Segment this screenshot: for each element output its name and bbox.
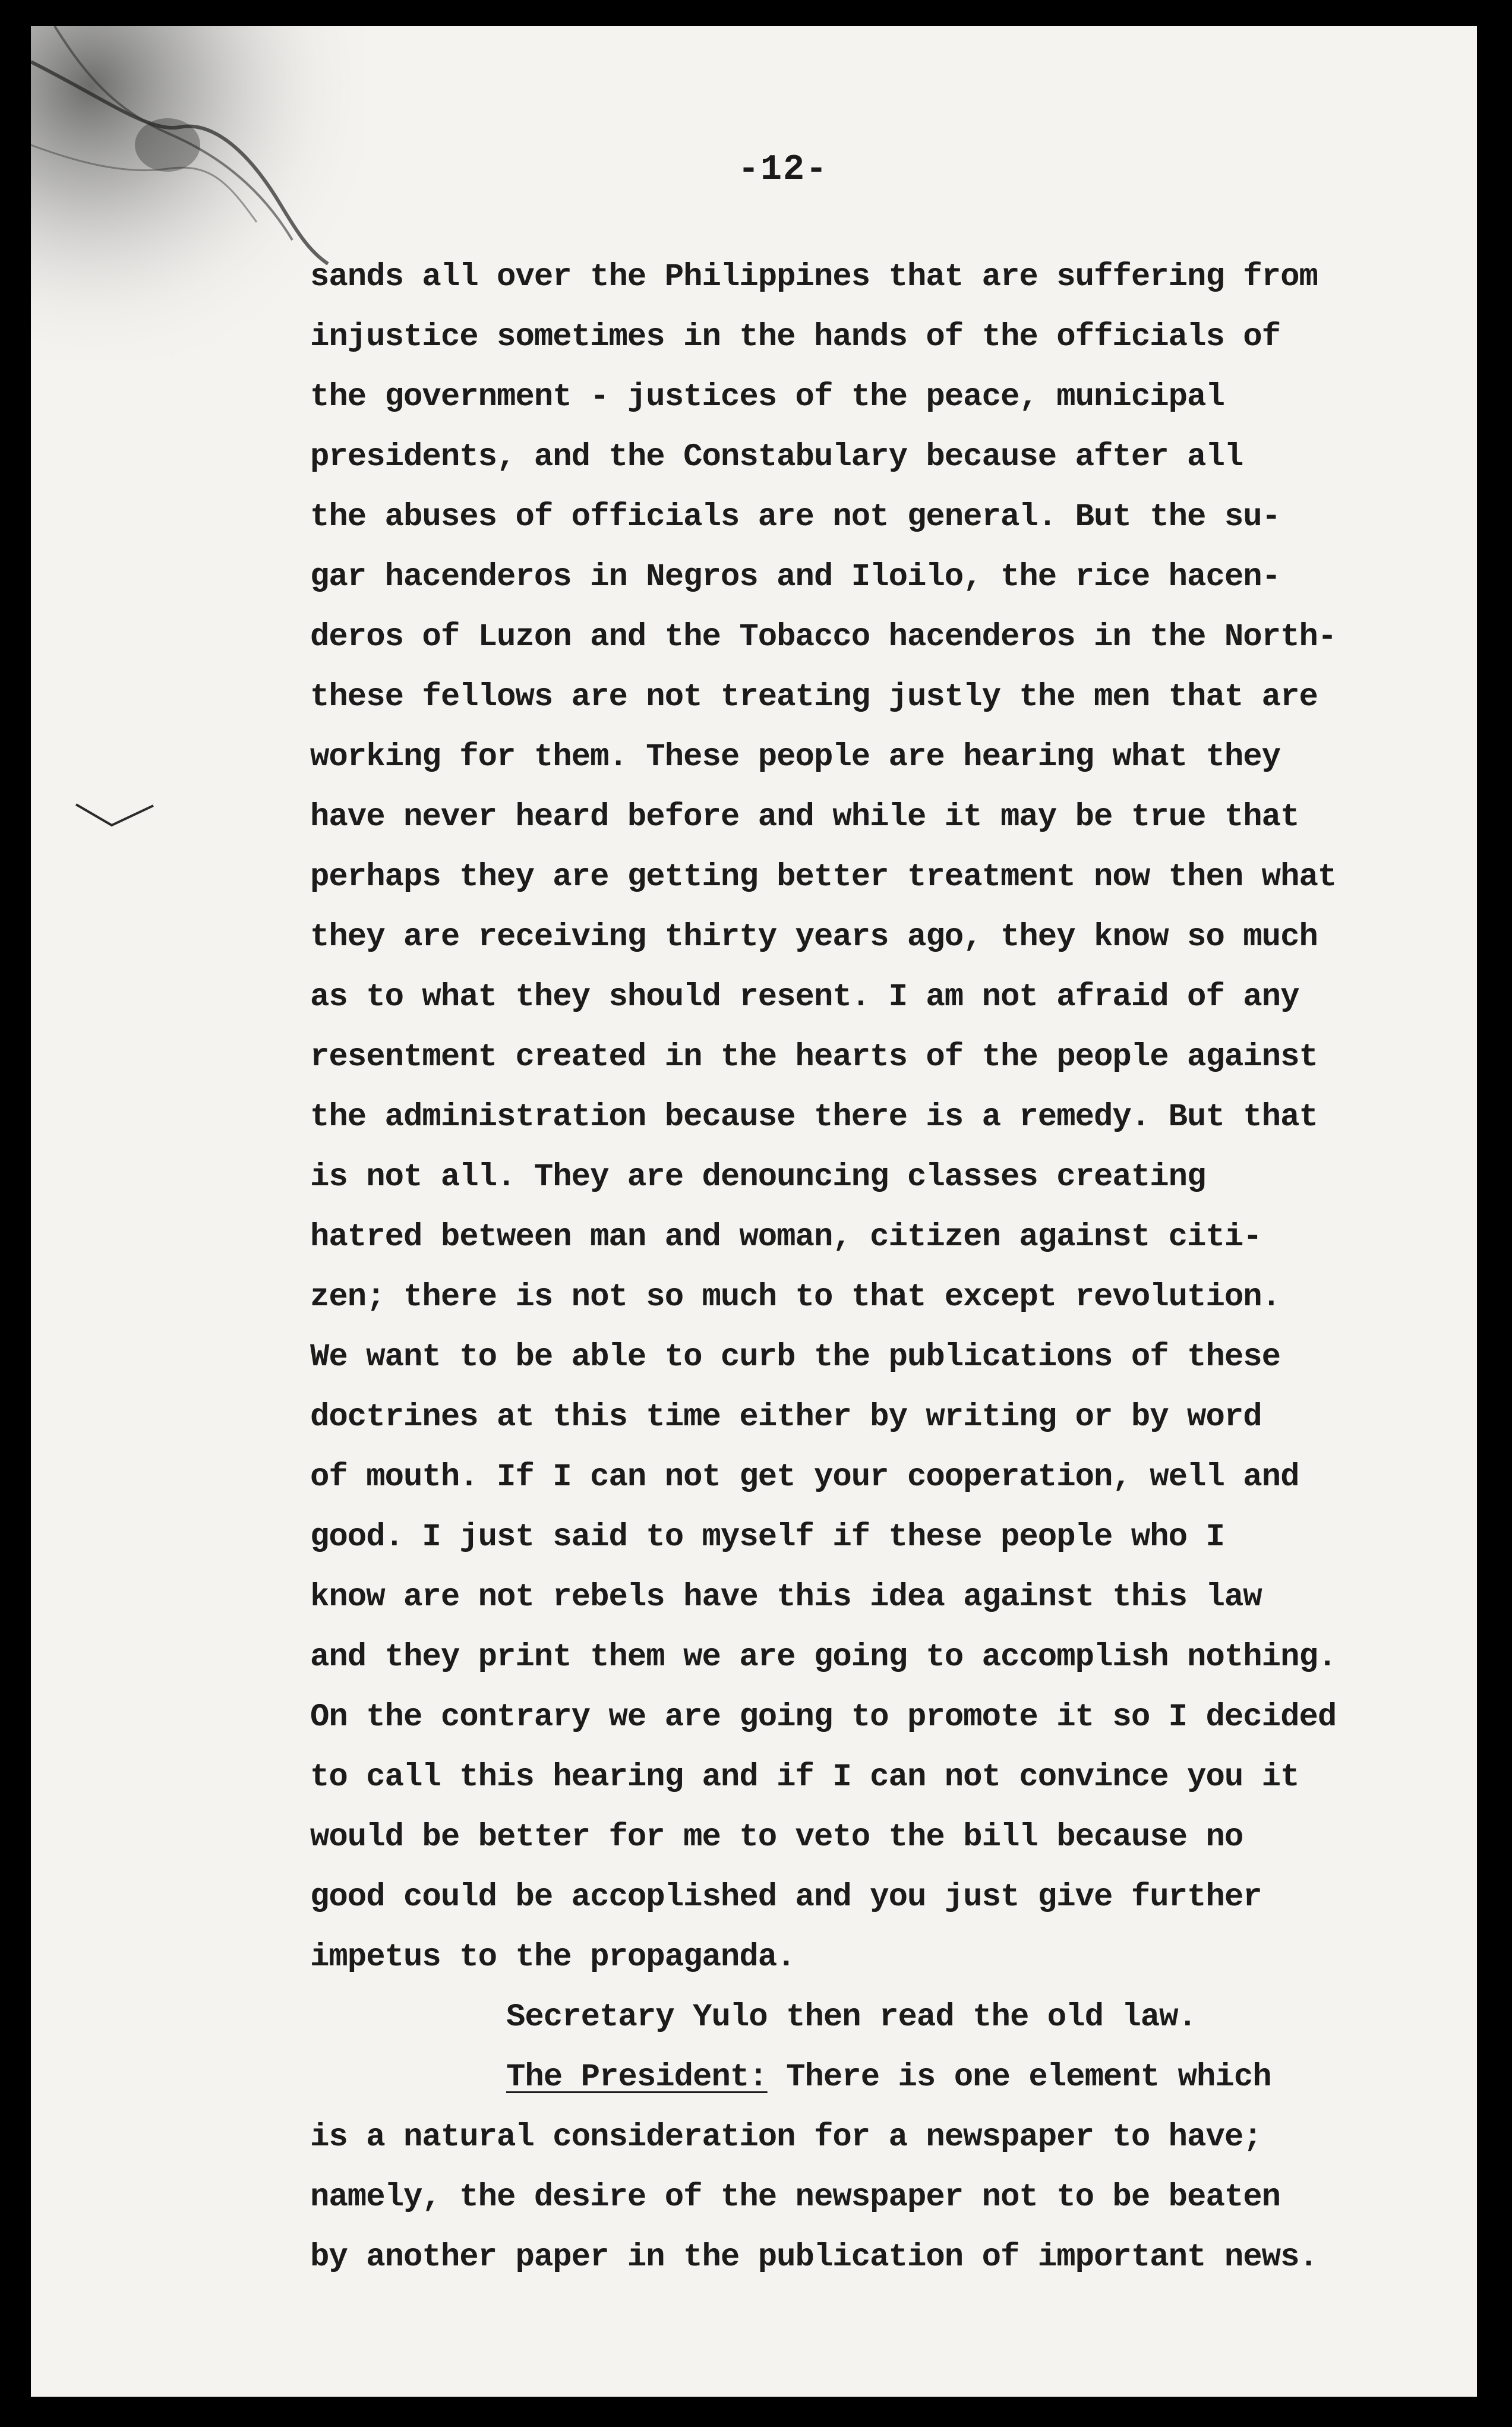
text-line: good could be accoplished and you just give further xyxy=(310,1879,1262,1915)
text-line: is not all. They are denouncing classes creating xyxy=(310,1159,1206,1195)
text-line: impetus to the propaganda. xyxy=(310,1939,796,1975)
text-line: namely, the desire of the newspaper not to be beaten xyxy=(310,2179,1281,2215)
document-page xyxy=(31,26,1477,2397)
margin-check-mark xyxy=(70,799,159,834)
text-line: by another paper in the publication of important news. xyxy=(310,2239,1318,2275)
text-line: know are not rebels have this idea against this law xyxy=(310,1579,1262,1615)
text-line: and they print them we are going to accomplish nothing. xyxy=(310,1639,1337,1675)
text-line: gar hacenderos in Negros and Iloilo, the rice hacen- xyxy=(310,559,1281,595)
text-line: the abuses of officials are not general. But the su- xyxy=(310,499,1281,535)
text-line: to call this hearing and if I can not convince you it xyxy=(310,1759,1299,1795)
body-text xyxy=(310,247,1397,2287)
text-line: We want to be able to curb the publications of these xyxy=(310,1339,1281,1375)
text-line: sands all over the Philippines that are suffering from xyxy=(310,259,1318,295)
text-line: On the contrary we are going to promote it so I decided xyxy=(310,1699,1337,1735)
text-line: resentment created in the hearts of the people against xyxy=(310,1039,1318,1075)
text-line: working for them. These people are hearing what they xyxy=(310,739,1281,775)
text-line: good. I just said to myself if these people who I xyxy=(310,1519,1224,1555)
text-line: injustice sometimes in the hands of the officials of xyxy=(310,319,1281,355)
text-line: hatred between man and woman, citizen against citi- xyxy=(310,1219,1262,1255)
text-line: presidents, and the Constabulary because after all xyxy=(310,439,1243,475)
stage-direction: Secretary Yulo then read the old law. xyxy=(506,1999,1197,2035)
text-line: they are receiving thirty years ago, they know so much xyxy=(310,919,1318,955)
text-line: as to what they should resent. I am not afraid of any xyxy=(310,979,1299,1015)
text-line: is a natural consideration for a newspaper to have; xyxy=(310,2119,1262,2155)
text-line: these fellows are not treating justly the men that are xyxy=(310,679,1318,715)
speech-text: There is one element which xyxy=(767,2059,1271,2095)
text-line: would be better for me to veto the bill because no xyxy=(310,1819,1243,1855)
text-line: doctrines at this time either by writing or by word xyxy=(310,1399,1262,1435)
text-line: the government - justices of the peace, municipal xyxy=(310,379,1224,415)
text-line: perhaps they are getting better treatment now then what xyxy=(310,859,1337,895)
text-line: zen; there is not so much to that except revolution. xyxy=(310,1279,1281,1315)
text-line: of mouth. If I can not get your cooperation, well and xyxy=(310,1459,1299,1495)
speaker-label: The President: xyxy=(506,2059,768,2095)
text-line: the administration because there is a remedy. But that xyxy=(310,1099,1318,1135)
text-line: deros of Luzon and the Tobacco hacenderos in the North- xyxy=(310,619,1337,655)
text-line: have never heard before and while it may be true that xyxy=(310,799,1299,835)
speaker-line xyxy=(310,2047,1397,2107)
page-number: -12- xyxy=(738,150,829,190)
